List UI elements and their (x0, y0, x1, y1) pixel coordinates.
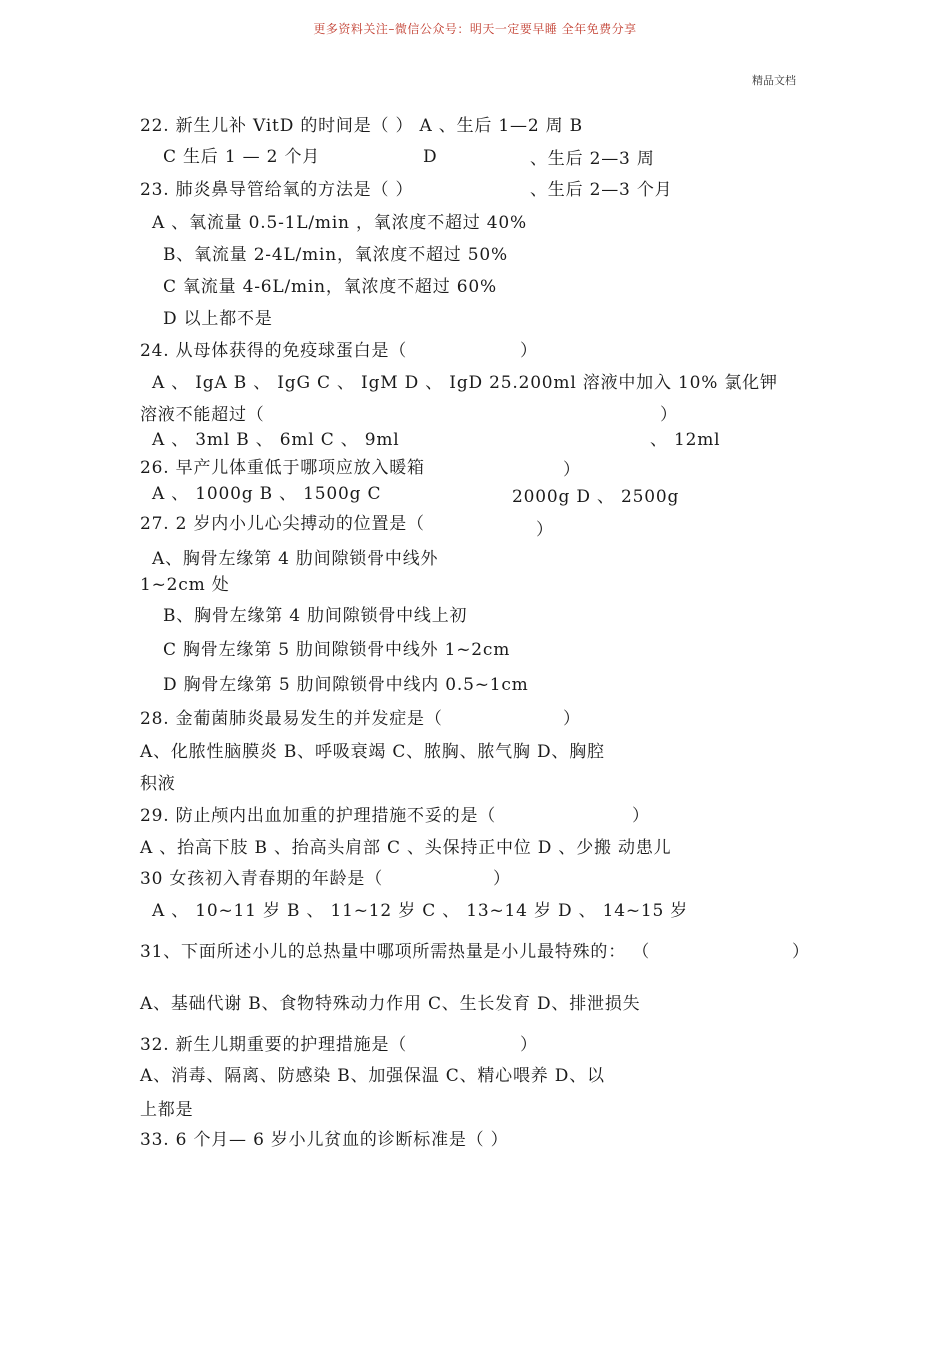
text-line: D 胸骨左缘第 5 肋间隙锁骨中线内 0.5~1cm (163, 675, 529, 695)
text-line: C 氧流量 4-6L/min，氧浓度不超过 60% (163, 277, 497, 297)
text-line: A 、 3ml B 、 6ml C 、 9ml (152, 430, 400, 450)
text-line: 上都是 (140, 1100, 194, 1120)
text-line: C 胸骨左缘第 5 肋间隙锁骨中线外 1~2cm (163, 640, 511, 660)
text-line: ） (632, 806, 650, 826)
text-line: C 生后 1 — 2 个月 (163, 147, 321, 167)
text-line: 1~2cm 处 (140, 575, 230, 595)
text-line: A 、 10~11 岁 B 、 11~12 岁 C 、 13~14 岁 D 、 14~15 岁 (152, 901, 689, 921)
text-line: A 、 IgA B 、 IgG C 、 IgM D 、 IgD 25.200ml 溶液中加入 10% 氯化钾 (152, 373, 778, 393)
text-line: D (423, 147, 438, 167)
text-line: 32. 新生儿期重要的护理措施是（ (140, 1035, 408, 1055)
text-line: B、氧流量 2-4L/min，氧浓度不超过 50% (163, 245, 508, 265)
text-line: 27. 2 岁内小儿心尖搏动的位置是（ (140, 514, 425, 534)
text-line: A 、抬高下肢 B 、抬高头肩部 C 、头保持正中位 D 、少搬 动患儿 (140, 838, 672, 858)
text-line: A、化脓性脑膜炎 B、呼吸衰竭 C、脓胸、脓气胸 D、胸腔 (140, 742, 605, 762)
text-line: A、胸骨左缘第 4 肋间隙锁骨中线外 (152, 549, 439, 569)
text-line: 28. 金葡菌肺炎最易发生的并发症是（ (140, 709, 443, 729)
text-line: ） (563, 709, 581, 729)
text-line: ） (563, 460, 581, 480)
text-line: 23. 肺炎鼻导管给氧的方法是（ ） (140, 180, 414, 200)
text-line: 积液 (140, 774, 176, 794)
text-line: A、基础代谢 B、食物特殊动力作用 C、生长发育 D、排泄损失 (140, 994, 641, 1014)
text-line: 溶液不能超过（ (140, 405, 265, 425)
text-line: 24. 从母体获得的免疫球蛋白是（ (140, 341, 408, 361)
text-line: A、消毒、隔离、防感染 B、加强保温 C、精心喂养 D、以 (140, 1066, 605, 1086)
text-line: 22. 新生儿补 VitD 的时间是（ ） A 、生后 1—2 周 B (140, 116, 583, 136)
text-line: 33. 6 个月— 6 岁小儿贫血的诊断标准是（ ） (140, 1130, 509, 1150)
text-line: 、 12ml (650, 430, 721, 450)
text-line: A 、氧流量 0.5-1L/min ，氧浓度不超过 40% (152, 213, 527, 233)
header-banner: 更多资料关注–微信公众号：明天一定要早睡 全年免费分享 (313, 22, 637, 36)
text-line: ） (660, 405, 678, 425)
text-line: ） (493, 869, 511, 889)
text-line: B、胸骨左缘第 4 肋间隙锁骨中线上初 (163, 606, 468, 626)
text-line: ） (792, 942, 810, 962)
text-line: 26. 早产儿体重低于哪项应放入暖箱 (140, 458, 425, 478)
text-line: ） (520, 1035, 538, 1055)
text-line: 、生后 2—3 个月 (530, 180, 673, 200)
text-line: 29. 防止颅内出血加重的护理措施不妥的是（ (140, 806, 497, 826)
text-line: 、生后 2—3 周 (530, 149, 655, 169)
text-line: 30 女孩初入青春期的年龄是（ (140, 869, 384, 889)
text-line: ） (536, 520, 554, 540)
text-line: 2000g D 、 2500g (512, 487, 680, 507)
text-line: D 以上都不是 (163, 309, 273, 329)
text-line: 31、下面所述小儿的总热量中哪项所需热量是小儿最特殊的： （ (140, 942, 651, 962)
text-line: ） (520, 341, 538, 361)
text-line: A 、 1000g B 、 1500g C (152, 484, 382, 504)
corner-label: 精品文档 (752, 74, 796, 87)
